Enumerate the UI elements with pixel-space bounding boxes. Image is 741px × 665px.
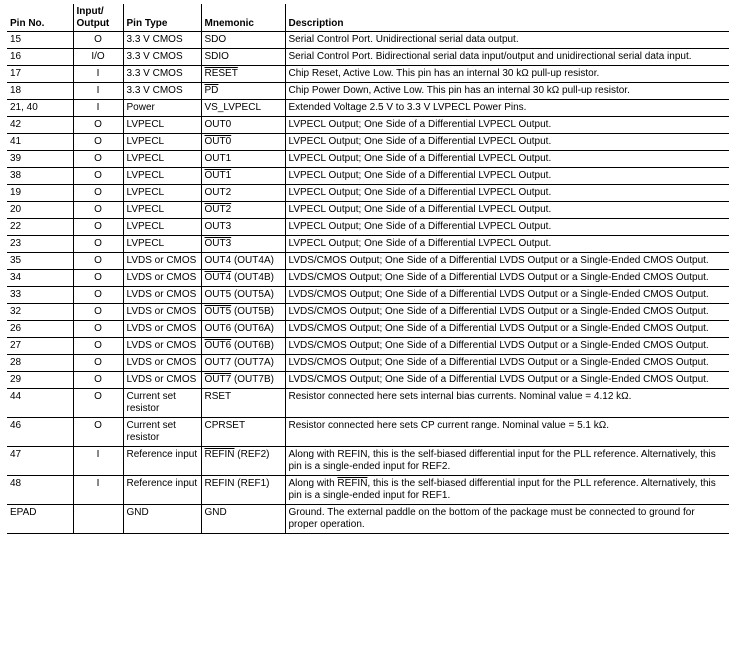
mnemonic-overbar-text: OUT7 [204, 374, 232, 385]
pin-number-cell: 39 [7, 151, 73, 168]
description-cell: LVDS/CMOS Output; One Side of a Differential LVDS Output or a Single-Ended CMOS Output. [285, 287, 729, 304]
mnemonic-text: GND [204, 507, 227, 518]
pin-number-cell: 19 [7, 185, 73, 202]
mnemonic-cell [201, 202, 285, 219]
pin-type-cell: LVDS or CMOS [123, 287, 201, 304]
input-output-cell: I [73, 100, 123, 117]
table-row [7, 270, 729, 287]
pin-type-cell: Power [123, 100, 201, 117]
description-text: , this is the self-biased differential input for the PLL reference. Alternatively, this pin is a single-ended input for REF1. [288, 478, 716, 501]
pin-number-cell: 16 [7, 49, 73, 66]
mnemonic-text: OUT2 [204, 187, 232, 198]
pin-number-cell: 27 [7, 338, 73, 355]
input-output-cell: O [73, 355, 123, 372]
pin-number-cell: 15 [10, 34, 22, 45]
mnemonic-overbar-text: OUT5 [204, 306, 232, 317]
description-cell: LVPECL Output; One Side of a Differential LVPECL Output. [285, 134, 729, 151]
mnemonic-text: (OUT5B) [231, 306, 274, 317]
table-row [7, 168, 729, 185]
mnemonic-text: OUT6 (OUT6A) [204, 323, 274, 334]
pin-type-cell: LVDS or CMOS [123, 372, 201, 389]
mnemonic-text: CPRSET [204, 420, 246, 431]
pin-number-cell: 35 [7, 253, 73, 270]
input-output-cell: O [73, 185, 123, 202]
mnemonic-text: OUT5 (OUT5A) [204, 289, 274, 300]
mnemonic-text: REFIN (REF1) [204, 478, 270, 489]
mnemonic-text: RSET [204, 391, 232, 402]
table-row [7, 66, 729, 83]
table-row [7, 32, 729, 49]
mnemonic-text: OUT0 [204, 119, 232, 130]
pin-type-cell: LVDS or CMOS [123, 355, 201, 372]
mnemonic-cell [201, 49, 285, 66]
mnemonic-overbar-text: OUT0 [204, 136, 232, 147]
mnemonic-cell [201, 185, 285, 202]
header-pin-no: Pin No. [7, 4, 73, 32]
pin-number-cell: 48 [7, 476, 73, 505]
input-output-cell: O [73, 202, 123, 219]
input-output-cell [73, 505, 123, 534]
description-cell [285, 476, 729, 505]
table-row [7, 117, 729, 134]
pin-number-cell: 44 [7, 389, 73, 418]
pin-number-cell: 33 [7, 287, 73, 304]
mnemonic-cell [201, 418, 285, 447]
description-cell: LVDS/CMOS Output; One Side of a Differential LVDS Output or a Single-Ended CMOS Output. [285, 372, 729, 389]
table-body [7, 32, 729, 534]
pin-number-cell: 18 [7, 83, 73, 100]
mnemonic-cell [201, 151, 285, 168]
mnemonic-text: (OUT4B) [231, 272, 274, 283]
pin-number-cell: 20 [7, 202, 73, 219]
mnemonic-cell [201, 476, 285, 505]
pin-type-cell: 3.3 V CMOS [123, 32, 201, 49]
input-output-cell: O [73, 168, 123, 185]
mnemonic-cell [201, 134, 285, 151]
input-output-cell: O [73, 151, 123, 168]
header-description: Description [285, 4, 729, 32]
pin-type-cell: Current set resistor [123, 418, 201, 447]
mnemonic-overbar-text: OUT3 [204, 238, 232, 249]
description-cell: Extended Voltage 2.5 V to 3.3 V LVPECL Power Pins. [285, 100, 729, 117]
pin-function-table [7, 4, 729, 534]
pin-type-cell: 3.3 V CMOS [123, 83, 201, 100]
description-cell: LVDS/CMOS Output; One Side of a Differential LVDS Output or a Single-Ended CMOS Output. [285, 321, 729, 338]
description-cell: LVDS/CMOS Output; One Side of a Differential LVDS Output or a Single-Ended CMOS Output. [285, 338, 729, 355]
table-row [7, 389, 729, 418]
mnemonic-text: (OUT7B) [231, 374, 274, 385]
description-cell: Resistor connected here sets CP current range. Nominal value = 5.1 kΩ. [285, 418, 729, 447]
pin-type-cell: LVPECL [123, 202, 201, 219]
pin-number-cell: 26 [7, 321, 73, 338]
mnemonic-cell [201, 505, 285, 534]
mnemonic-cell [201, 321, 285, 338]
table-row [7, 447, 729, 476]
description-cell: LVPECL Output; One Side of a Differential LVPECL Output. [285, 219, 729, 236]
pin-number-cell: 23 [7, 236, 73, 253]
mnemonic-cell [201, 355, 285, 372]
input-output-cell: I [73, 83, 123, 100]
pin-type-cell: LVPECL [123, 168, 201, 185]
mnemonic-cell [201, 168, 285, 185]
mnemonic-cell [201, 66, 285, 83]
pin-type-cell: LVPECL [123, 185, 201, 202]
pin-type-cell: LVDS or CMOS [123, 338, 201, 355]
pin-number-cell: 47 [7, 447, 73, 476]
table-row [7, 83, 729, 100]
mnemonic-cell [201, 338, 285, 355]
description-cell: Chip Power Down, Active Low. This pin has an internal 30 kΩ pull-up resistor. [285, 83, 729, 100]
input-output-cell: O [73, 219, 123, 236]
input-output-cell: O [73, 321, 123, 338]
mnemonic-text: SDO [204, 34, 227, 45]
mnemonic-cell [201, 447, 285, 476]
input-output-cell: O [73, 253, 123, 270]
mnemonic-cell [201, 32, 285, 49]
pin-type-cell: LVDS or CMOS [123, 270, 201, 287]
pin-type-cell: LVPECL [123, 117, 201, 134]
description-cell: LVDS/CMOS Output; One Side of a Differential LVDS Output or a Single-Ended CMOS Output. [285, 270, 729, 287]
input-output-cell: O [73, 372, 123, 389]
mnemonic-cell [201, 236, 285, 253]
description-cell: Serial Control Port. Unidirectional serial data output. [285, 32, 729, 49]
mnemonic-cell [201, 219, 285, 236]
pin-type-cell: GND [123, 505, 201, 534]
table-row [7, 100, 729, 117]
table-row [7, 372, 729, 389]
description-text: Along with [288, 478, 338, 489]
mnemonic-cell [201, 304, 285, 321]
pin-type-cell: LVPECL [123, 151, 201, 168]
pin-number-cell: 32 [7, 304, 73, 321]
table-row [7, 219, 729, 236]
mnemonic-cell [201, 287, 285, 304]
mnemonic-overbar-text: $\overline{PD}$ [204, 85, 219, 96]
table-row [7, 476, 729, 505]
table-row [7, 134, 729, 151]
mnemonic-overbar-text: OUT4 [204, 272, 232, 283]
mnemonic-text: SDIO [204, 51, 229, 62]
pin-type-cell: LVDS or CMOS [123, 321, 201, 338]
input-output-cell: O [73, 389, 123, 418]
pin-type-cell: Current set resistor [123, 389, 201, 418]
pin-number-cell: 21, 40 [7, 100, 73, 117]
mnemonic-text: OUT4 (OUT4A) [204, 255, 274, 266]
mnemonic-text: OUT3 [204, 221, 232, 232]
pin-type-cell: LVDS or CMOS [123, 253, 201, 270]
pin-number-cell: 41 [7, 134, 73, 151]
mnemonic-cell [201, 372, 285, 389]
table-row [7, 418, 729, 447]
input-output-cell: O [73, 287, 123, 304]
pin-number-cell: 38 [7, 168, 73, 185]
pin-number-cell: 17 [7, 66, 73, 83]
table-row [7, 505, 729, 534]
description-cell: LVPECL Output; One Side of a Differential LVPECL Output. [285, 151, 729, 168]
pin-type-cell: Reference input [123, 447, 201, 476]
pin-number-cell: 29 [7, 372, 73, 389]
description-cell: LVPECL Output; One Side of a Differential LVPECL Output. [285, 185, 729, 202]
description-cell: Serial Control Port. Bidirectional serial data input/output and unidirectional serial data input. [285, 49, 729, 66]
description-cell: Along with REFIN, this is the self-biased differential input for the PLL reference. Alternatively, this pin is a single-ended input for REF2. [285, 447, 729, 476]
description-cell: LVPECL Output; One Side of a Differential LVPECL Output. [285, 202, 729, 219]
mnemonic-cell [201, 100, 285, 117]
pin-number-cell: 42 [7, 117, 73, 134]
input-output-cell: O [73, 270, 123, 287]
mnemonic-cell [201, 117, 285, 134]
pin-number-cell: 46 [7, 418, 73, 447]
table-header [7, 4, 729, 32]
table-row [7, 49, 729, 66]
header-pin-type: Pin Type [123, 4, 201, 32]
input-output-cell: O [73, 134, 123, 151]
description-cell: LVPECL Output; One Side of a Differential LVPECL Output. [285, 168, 729, 185]
pin-number-cell: 22 [7, 219, 73, 236]
description-cell: Resistor connected here sets internal bias currents. Nominal value = 4.12 kΩ. [285, 389, 729, 418]
pin-type-cell: LVDS or CMOS [123, 304, 201, 321]
input-output-cell: I/O [73, 49, 123, 66]
description-cell: LVPECL Output; One Side of a Differential LVPECL Output. [285, 236, 729, 253]
header-mnemonic: Mnemonic [201, 4, 285, 32]
input-output-cell: I [73, 447, 123, 476]
table-row [7, 338, 729, 355]
input-output-cell: O [73, 304, 123, 321]
input-output-cell: O [73, 236, 123, 253]
description-overbar-text: REFIN [337, 478, 368, 489]
description-cell: LVDS/CMOS Output; One Side of a Differential LVDS Output or a Single-Ended CMOS Output. [285, 355, 729, 372]
mnemonic-overbar-text: RESET [204, 68, 238, 79]
table-row [7, 253, 729, 270]
table-row [7, 287, 729, 304]
pin-number-cell: 34 [7, 270, 73, 287]
mnemonic-text: OUT7 (OUT7A) [204, 357, 274, 368]
description-cell: Ground. The external paddle on the bottom of the package must be connected to ground for proper operation. [285, 505, 729, 534]
pin-type-cell: Reference input [123, 476, 201, 505]
table-row [7, 202, 729, 219]
mnemonic-cell [201, 270, 285, 287]
mnemonic-text: (OUT6B) [231, 340, 274, 351]
description-cell: LVDS/CMOS Output; One Side of a Differential LVDS Output or a Single-Ended CMOS Output. [285, 304, 729, 321]
input-output-cell: I [73, 476, 123, 505]
pin-type-cell: LVPECL [123, 236, 201, 253]
table-row [7, 236, 729, 253]
pin-number-cell: 28 [7, 355, 73, 372]
description-cell: Chip Reset, Active Low. This pin has an internal 30 kΩ pull-up resistor. [285, 66, 729, 83]
input-output-cell: O [73, 32, 123, 49]
mnemonic-text: OUT1 [204, 153, 232, 164]
input-output-cell: O [73, 418, 123, 447]
mnemonic-cell [201, 389, 285, 418]
pin-type-cell: 3.3 V CMOS [123, 49, 201, 66]
table-row [7, 304, 729, 321]
mnemonic-overbar-text: REFIN [204, 449, 235, 460]
header-input-output [73, 4, 123, 32]
mnemonic-overbar-text: OUT1 [204, 170, 232, 181]
header-io-line2: Output [76, 18, 110, 29]
pin-number-cell: EPAD [7, 505, 73, 534]
description-cell: LVPECL Output; One Side of a Differential LVPECL Output. [285, 117, 729, 134]
header-io-line1: Input/ [76, 6, 104, 17]
table-row [7, 185, 729, 202]
input-output-cell: O [73, 338, 123, 355]
description-cell: LVDS/CMOS Output; One Side of a Differential LVDS Output or a Single-Ended CMOS Output. [285, 253, 729, 270]
pin-type-cell: 3.3 V CMOS [123, 66, 201, 83]
table-row [7, 321, 729, 338]
input-output-cell: O [73, 117, 123, 134]
table-row [7, 151, 729, 168]
mnemonic-text: VS_LVPECL [204, 102, 262, 113]
pin-type-cell: LVPECL [123, 134, 201, 151]
header-row [7, 4, 729, 32]
mnemonic-text: (REF2) [234, 449, 270, 460]
mnemonic-cell [201, 83, 285, 100]
pin-type-cell: LVPECL [123, 219, 201, 236]
mnemonic-overbar-text: OUT6 [204, 340, 232, 351]
mnemonic-cell [201, 253, 285, 270]
table-row [7, 355, 729, 372]
mnemonic-overbar-text: OUT2 [204, 204, 232, 215]
input-output-cell: I [73, 66, 123, 83]
